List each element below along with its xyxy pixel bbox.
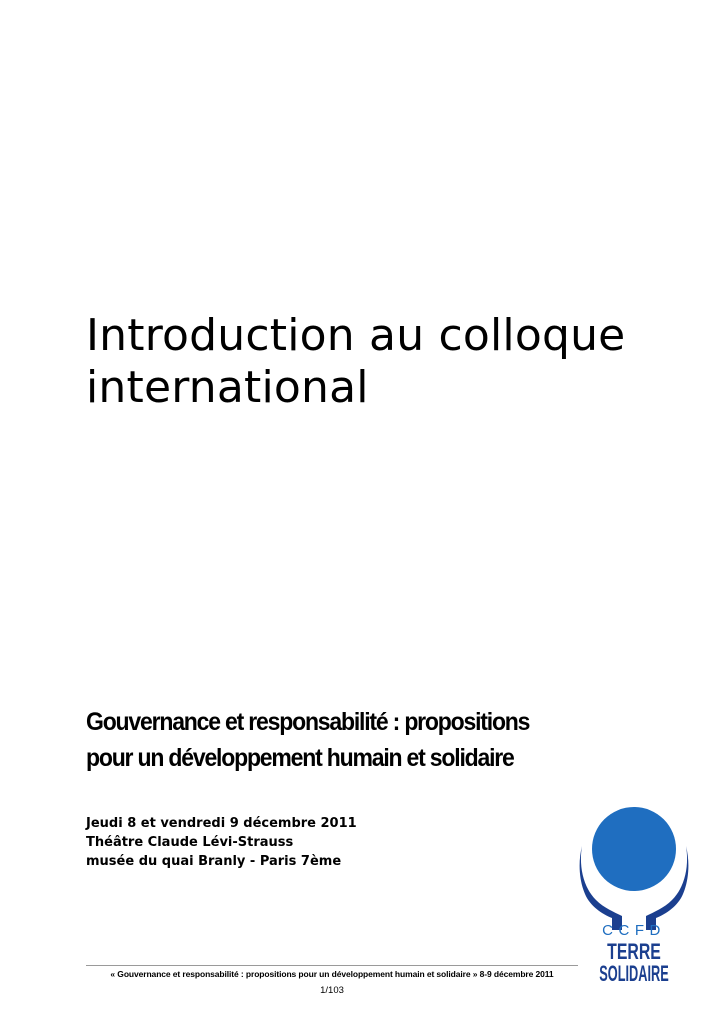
- title-line: Introduction au colloque: [86, 310, 626, 361]
- subtitle-line: Gouvernance et responsabilité : propositions: [86, 708, 530, 736]
- page-number: 1/103: [320, 985, 344, 996]
- event-location: musée du quai Branly - Paris 7ème: [86, 854, 342, 869]
- ccfd-terre-solidaire-logo: [578, 804, 690, 986]
- title-line: international: [86, 362, 369, 413]
- footer-divider: [86, 965, 578, 966]
- logo-text-ccfd: CCFD: [602, 922, 666, 939]
- document-title: [86, 310, 706, 414]
- event-details: [86, 814, 357, 871]
- logo-text-solidaire: SOLIDAIRE: [599, 961, 669, 986]
- subtitle-line: pour un développement humain et solidaire: [86, 744, 514, 772]
- footer-citation: « Gouvernance et responsabilité : propositions pour un développement humain et solidaire » 8-9 décembre 2011: [110, 969, 554, 979]
- event-venue: Théâtre Claude Lévi-Strauss: [86, 835, 294, 850]
- event-date: Jeudi 8 et vendredi 9 décembre 2011: [86, 816, 357, 831]
- globe-shape: [592, 807, 676, 891]
- document-subtitle: [86, 704, 638, 776]
- logo-text-terre: TERRE: [607, 940, 661, 965]
